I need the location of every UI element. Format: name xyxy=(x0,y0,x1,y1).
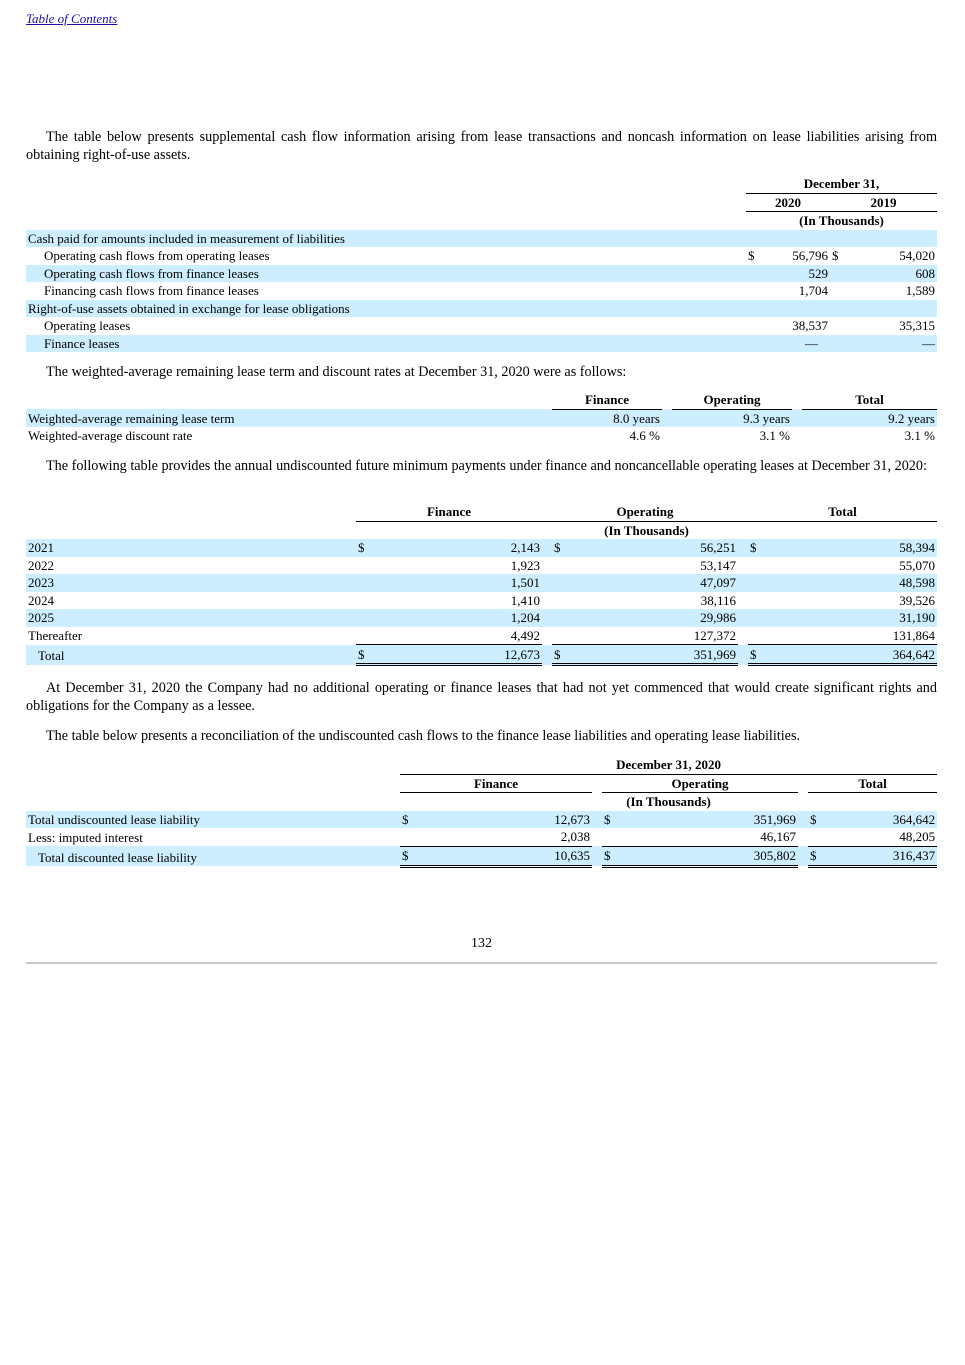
currency-symbol: $ xyxy=(832,248,839,263)
row-label: 2025 xyxy=(26,609,356,627)
table-row xyxy=(26,230,937,248)
currency-symbol: $ xyxy=(602,846,616,866)
value-2020: 1,704 xyxy=(798,283,828,298)
operating-total: 351,969 xyxy=(566,645,738,665)
table-row xyxy=(26,609,937,627)
total-value: 9.2 years xyxy=(802,409,937,427)
row-label: 2021 xyxy=(26,539,356,557)
value-2019: — xyxy=(844,335,937,353)
operating-value: 56,251 xyxy=(566,539,738,557)
finance-value: 8.0 years xyxy=(552,409,662,427)
total-value: 58,394 xyxy=(762,539,937,557)
currency-symbol: $ xyxy=(748,248,755,263)
finance-value: 2,143 xyxy=(370,539,542,557)
row-label: Total discounted lease liability xyxy=(26,846,400,866)
value-2020: 38,537 xyxy=(792,318,828,333)
col-2019-header: 2019 xyxy=(830,193,937,212)
operating-value: 46,167 xyxy=(760,829,796,844)
value-2019: 54,020 xyxy=(899,248,935,263)
table-row xyxy=(26,265,937,283)
total-value: 31,190 xyxy=(762,609,937,627)
row-label: Operating cash flows from finance leases xyxy=(26,265,746,283)
currency-symbol: $ xyxy=(602,811,616,829)
table-row xyxy=(26,557,937,575)
table-row xyxy=(26,409,937,427)
total-value: 39,526 xyxy=(899,592,936,608)
row-label: 2024 xyxy=(28,592,54,608)
total-value: 364,642 xyxy=(822,811,937,829)
finance-value: 12,673 xyxy=(414,811,592,829)
operating-header: Operating xyxy=(602,774,798,793)
table-row xyxy=(26,627,937,645)
units-label: (In Thousands) xyxy=(604,522,689,538)
operating-value: 38,116 xyxy=(700,592,736,608)
operating-value: 53,147 xyxy=(700,557,736,573)
value-2019: 608 xyxy=(844,265,937,283)
total-row xyxy=(26,846,937,866)
table-row xyxy=(26,811,937,829)
finance-value: 2,038 xyxy=(560,829,590,844)
currency-symbol: $ xyxy=(356,539,370,557)
table-row xyxy=(26,574,937,592)
value-2020: 529 xyxy=(760,265,830,283)
operating-value: 29,986 xyxy=(566,609,738,627)
future-payments-paragraph: The following table provides the annual undiscounted future minimum payments under finance and noncancellable operating leases at December 31, 2020: xyxy=(46,458,927,474)
no-additional-leases-paragraph: At December 31, 2020 the Company had no additional operating or finance leases that had not yet commenced that would create significant rights and obligations for the Company as a lessee. xyxy=(26,680,937,714)
currency-symbol: $ xyxy=(552,539,566,557)
value-2020: — xyxy=(760,335,830,353)
operating-header: Operating xyxy=(552,503,738,521)
units-label: (In Thousands) xyxy=(799,213,884,228)
grand-total: 364,642 xyxy=(762,645,937,665)
row-label: Weighted-average remaining lease term xyxy=(26,409,552,427)
period-header: December 31, xyxy=(746,175,937,193)
future-minimum-payments-table xyxy=(26,503,937,666)
total-row xyxy=(26,645,937,665)
currency-symbol: $ xyxy=(400,846,414,866)
total-header: Total xyxy=(808,774,937,793)
value-2019: 35,315 xyxy=(899,318,935,333)
operating-total: 305,802 xyxy=(616,846,798,866)
finance-value: 1,923 xyxy=(510,557,540,573)
row-label: Less: imputed interest xyxy=(28,829,143,845)
currency-symbol: $ xyxy=(400,811,414,829)
total-header: Total xyxy=(802,391,937,409)
value-2019: 1,589 xyxy=(905,283,935,298)
row-label: Operating leases xyxy=(44,318,131,333)
table-row xyxy=(26,539,937,557)
value-2020: 56,796 xyxy=(792,248,828,263)
total-value: 55,070 xyxy=(899,557,936,573)
row-label: Right-of-use assets obtained in exchange for lease obligations xyxy=(26,300,746,318)
supplemental-cash-flow-table xyxy=(26,175,937,352)
table-row xyxy=(26,300,937,318)
units-label: (In Thousands) xyxy=(626,794,711,809)
row-label: Financing cash flows from finance leases xyxy=(44,283,259,298)
row-label: Thereafter xyxy=(28,628,83,643)
table-row xyxy=(26,317,937,335)
row-label: Cash paid for amounts included in measurement of liabilities xyxy=(26,230,746,248)
total-value: 3.1 % xyxy=(904,428,935,443)
table-row xyxy=(26,427,937,445)
operating-value: 47,097 xyxy=(566,574,738,592)
col-2020-header: 2020 xyxy=(746,193,830,212)
finance-header: Finance xyxy=(552,391,662,409)
reconciliation-paragraph: The table below presents a reconciliation of the undiscounted cash flows to the finance lease liabilities and operating lease liabilities. xyxy=(46,728,801,744)
finance-value: 1,410 xyxy=(510,592,540,608)
finance-total: 10,635 xyxy=(414,846,592,866)
row-label: Finance leases xyxy=(26,335,746,353)
currency-symbol: $ xyxy=(808,811,822,829)
table-row xyxy=(26,828,937,846)
finance-header: Finance xyxy=(356,503,542,521)
row-label: Weighted-average discount rate xyxy=(28,428,193,443)
finance-header: Finance xyxy=(400,774,592,793)
weighted-average-table xyxy=(26,391,937,445)
currency-symbol: $ xyxy=(748,539,762,557)
row-label: Total xyxy=(26,645,356,665)
weighted-average-paragraph: The weighted-average remaining lease term and discount rates at December 31, 2020 were as follows: xyxy=(46,364,627,380)
currency-symbol: $ xyxy=(356,645,370,665)
operating-header: Operating xyxy=(672,391,792,409)
total-value: 131,864 xyxy=(892,627,936,643)
total-value: 48,205 xyxy=(899,829,936,844)
operating-value: 9.3 years xyxy=(672,409,792,427)
total-header: Total xyxy=(748,503,937,521)
grand-total: 316,437 xyxy=(822,846,937,866)
finance-value: 1,204 xyxy=(370,609,542,627)
row-label: 2023 xyxy=(26,574,356,592)
currency-symbol: $ xyxy=(748,645,762,665)
operating-value: 3.1 % xyxy=(759,428,790,443)
table-of-contents-link[interactable]: Table of Contents xyxy=(26,11,118,26)
table-row xyxy=(26,282,937,300)
finance-value: 1,501 xyxy=(370,574,542,592)
row-label: Operating cash flows from operating leases xyxy=(44,248,270,263)
currency-symbol: $ xyxy=(808,846,822,866)
currency-symbol: $ xyxy=(552,645,566,665)
period-header: December 31, 2020 xyxy=(400,756,937,774)
table-row xyxy=(26,335,937,353)
lease-liability-reconciliation-table xyxy=(26,756,937,868)
table-row xyxy=(26,247,937,265)
operating-value: 351,969 xyxy=(616,811,798,829)
finance-value: 4.6 % xyxy=(629,428,660,443)
page-divider xyxy=(26,962,937,964)
row-label: Total undiscounted lease liability xyxy=(26,811,400,829)
intro-paragraph-cash-flow: The table below presents supplemental cash flow information arising from lease transactions and noncash information on lease liabilities arising from obtaining right-of-use assets. xyxy=(26,129,937,163)
row-label: 2022 xyxy=(28,557,54,573)
table-row xyxy=(26,592,937,610)
operating-value: 127,372 xyxy=(693,627,736,643)
finance-total: 12,673 xyxy=(370,645,542,665)
finance-value: 4,492 xyxy=(510,627,540,643)
total-value: 48,598 xyxy=(762,574,937,592)
page-number: 132 xyxy=(471,936,492,951)
